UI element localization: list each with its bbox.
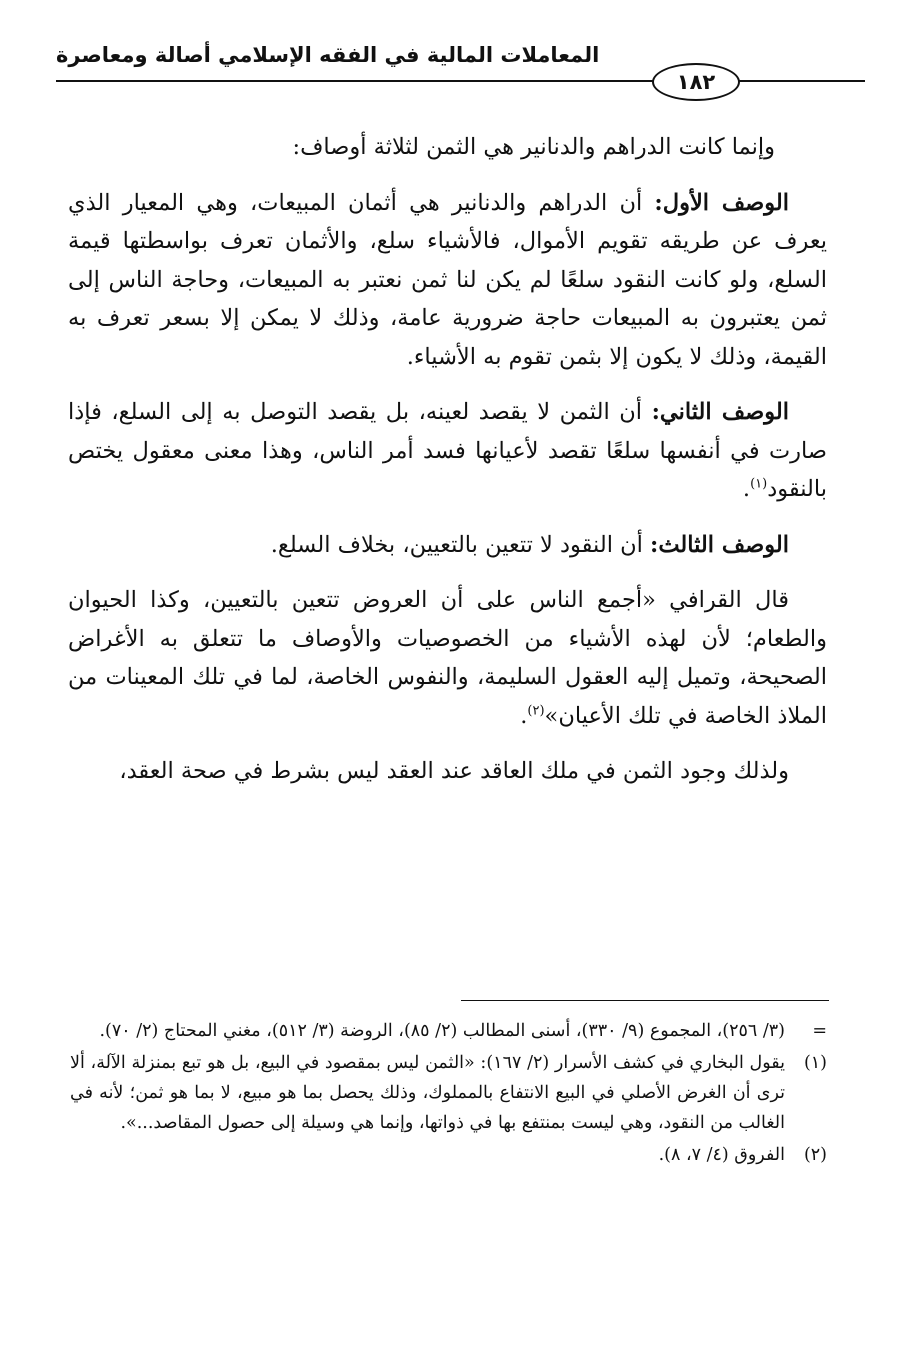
intro-paragraph: وإنما كانت الدراهم والدنانير هي الثمن لثلاثة أوصاف: <box>292 134 775 160</box>
second-description-end: . <box>742 476 751 502</box>
second-description-heading: الوصف الثاني: <box>651 399 789 425</box>
third-description-heading: الوصف الثالث: <box>650 531 789 558</box>
header-rule <box>56 80 865 82</box>
third-description-paragraph <box>68 526 827 565</box>
first-description-text: أن الدراهم والدنانير هي أثمان المبيعات، وهي المعيار الذي يعرف عن طريقه تقويم الأموال، فالأشياء سلع، والأثمان تعرف بواسطتها قيمة السلع، ولو كانت النقود سلعًا لم يكن لنا ثمن نعتبر به المبيعات، وحاجة الناس إلى ثمن يعتبرون به المبيعات حاجة ضرورية عامة، وذلك لا يمكن إلا بسعر تعرف به القيمة، وذلك لا يكون إلا بثمن تقوم به الأشياء. <box>68 189 827 370</box>
second-description-text: أن الثمن لا يقصد لعينه، بل يقصد التوصل به إلى السلع، فإذا صارت في أنفسها سلعًا تقصد لأعيانها فسد أمر الناس، وهذا معنى معقول يختص بالنقود <box>68 399 827 502</box>
footnote-marker: (١) <box>803 1053 827 1073</box>
footnote-ref-1: (١) <box>750 476 768 492</box>
footnote-separator <box>461 1000 829 1001</box>
footnotes <box>70 1016 827 1172</box>
main-text <box>68 128 827 808</box>
footnote-1 <box>70 1048 827 1138</box>
qarafi-quote-paragraph <box>68 581 827 735</box>
closing-paragraph: ولذلك وجود الثمن في ملك العاقد عند العقد ليس بشرط في صحة العقد، <box>119 758 789 784</box>
footnote-ref-2: (٢) <box>527 703 545 718</box>
first-description-paragraph <box>68 184 827 377</box>
page-number: ١٨٢ <box>652 63 740 101</box>
footnote-text: الفروق (٤/ ٧، ٨). <box>658 1145 785 1165</box>
second-description-paragraph <box>68 393 827 509</box>
qarafi-quote-end: . <box>520 702 528 729</box>
third-description-text: أن النقود لا تتعين بالتعيين، بخلاف السلع. <box>270 531 643 558</box>
footnote-continued <box>70 1016 827 1046</box>
running-title: المعاملات المالية في الفقه الإسلامي أصالة ومعاصرة <box>56 43 600 67</box>
footnote-text: (٣/ ٢٥٦)، المجموع (٩/ ٣٣٠)، أسنى المطالب (٢/ ٨٥)، الروضة (٣/ ٥١٢)، مغني المحتاج (٢/ ٧٠). <box>99 1021 785 1041</box>
first-description-heading: الوصف الأول: <box>654 189 790 216</box>
footnote-marker: = <box>812 1021 827 1041</box>
footnote-2 <box>70 1140 827 1170</box>
footnote-text: يقول البخاري في كشف الأسرار (٢/ ١٦٧): «الثمن ليس بمقصود في البيع، بل هو تبع بمنزلة الآلة، ألا ترى أن الغرض الأصلي في البيع الانتفاع بالمملوك، وذلك يحصل بما هو مبيع، لا بما هو ثمن؛ لأنه في الغالب من النقود، وهي ليست بمنتفع بها في ذواتها، وإنما هي وسيلة إلى حصول المقاصد...». <box>70 1053 785 1133</box>
qarafi-quote-text: قال القرافي «أجمع الناس على أن العروض تتعين بالتعيين، وكذا الحيوان والطعام؛ لأن لهذه الأشياء من الخصوصيات والأوصاف ما تتعلق به الأغراض الصحيحة، وتميل إليه العقول السليمة، والنفوس الخاصة، لما في تلك المعينات من الملاذ الخاصة في تلك الأعيان» <box>68 587 827 729</box>
footnote-marker: (٢) <box>803 1145 827 1165</box>
